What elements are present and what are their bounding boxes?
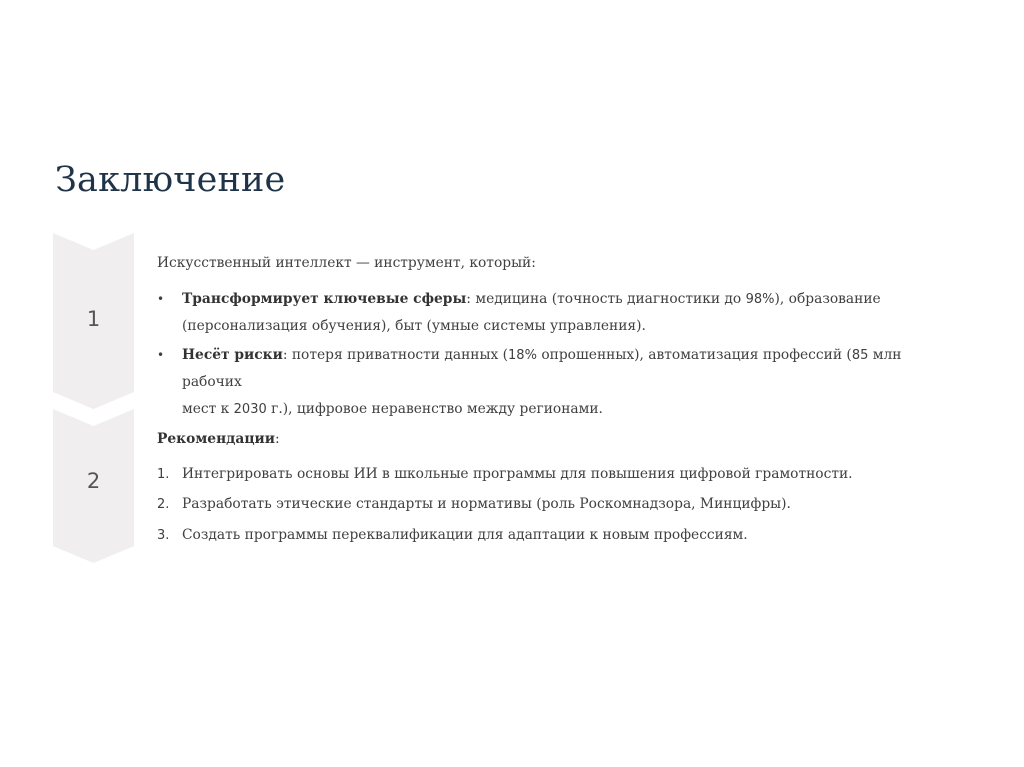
- bullet-number: 2030: [233, 402, 267, 417]
- item-number: 2.: [157, 497, 170, 512]
- recommendations-heading: [157, 426, 280, 453]
- bullet-item-risks: [157, 342, 957, 423]
- bullet-text: ), образование: [774, 291, 881, 307]
- item-text: Создать программы переквалификации для адаптации к новым профессиям.: [182, 527, 748, 543]
- bullet-item-transforms: [157, 286, 957, 340]
- recommendation-item-3: [157, 522, 748, 549]
- bullet-text: : медицина (точность диагностики до: [466, 291, 746, 307]
- step-number-2: 2: [86, 469, 101, 493]
- bullet-number: 18%: [508, 348, 537, 363]
- step-chevron-1: [53, 233, 134, 409]
- step-chevron-2: [53, 409, 134, 563]
- item-number: 1.: [157, 467, 170, 482]
- recommendation-item-2: [157, 491, 791, 518]
- bullet-number: 98%: [745, 292, 775, 307]
- item-text: Разработать этические стандарты и нормативы (роль Роскомнадзора, Минцифры).: [182, 496, 791, 512]
- bullet-text: (персонализация обучения), быт (умные системы управления).: [182, 318, 646, 334]
- bullet-marker: •: [157, 292, 165, 306]
- bullet-number: 85: [851, 348, 869, 363]
- recommendations-heading-text: Рекомендации: [157, 431, 275, 447]
- slide-title: Заключение: [55, 160, 286, 200]
- recommendation-item-1: [157, 461, 853, 488]
- item-text: Интегрировать основы ИИ в школьные программы для повышения цифровой грамотности.: [182, 466, 853, 482]
- step-number-1: 1: [86, 307, 101, 331]
- bullet-text: мест к: [182, 401, 234, 417]
- bullet-lead: Трансформирует ключевые сферы: [182, 291, 467, 307]
- item-number: 3.: [157, 528, 170, 543]
- section1-intro: Искусственный интеллект — инструмент, который:: [157, 255, 536, 271]
- bullet-lead: Несёт риски: [182, 347, 283, 363]
- bullet-text: опрошенных), автоматизация профессий (: [536, 347, 852, 363]
- bullet-text: г.), цифровое неравенство между регионами.: [266, 401, 603, 417]
- bullet-text: млн рабочих: [182, 347, 902, 390]
- bullet-text: : потеря приватности данных (: [282, 347, 509, 363]
- bullet-marker: •: [157, 348, 165, 362]
- heading-colon: :: [274, 431, 280, 447]
